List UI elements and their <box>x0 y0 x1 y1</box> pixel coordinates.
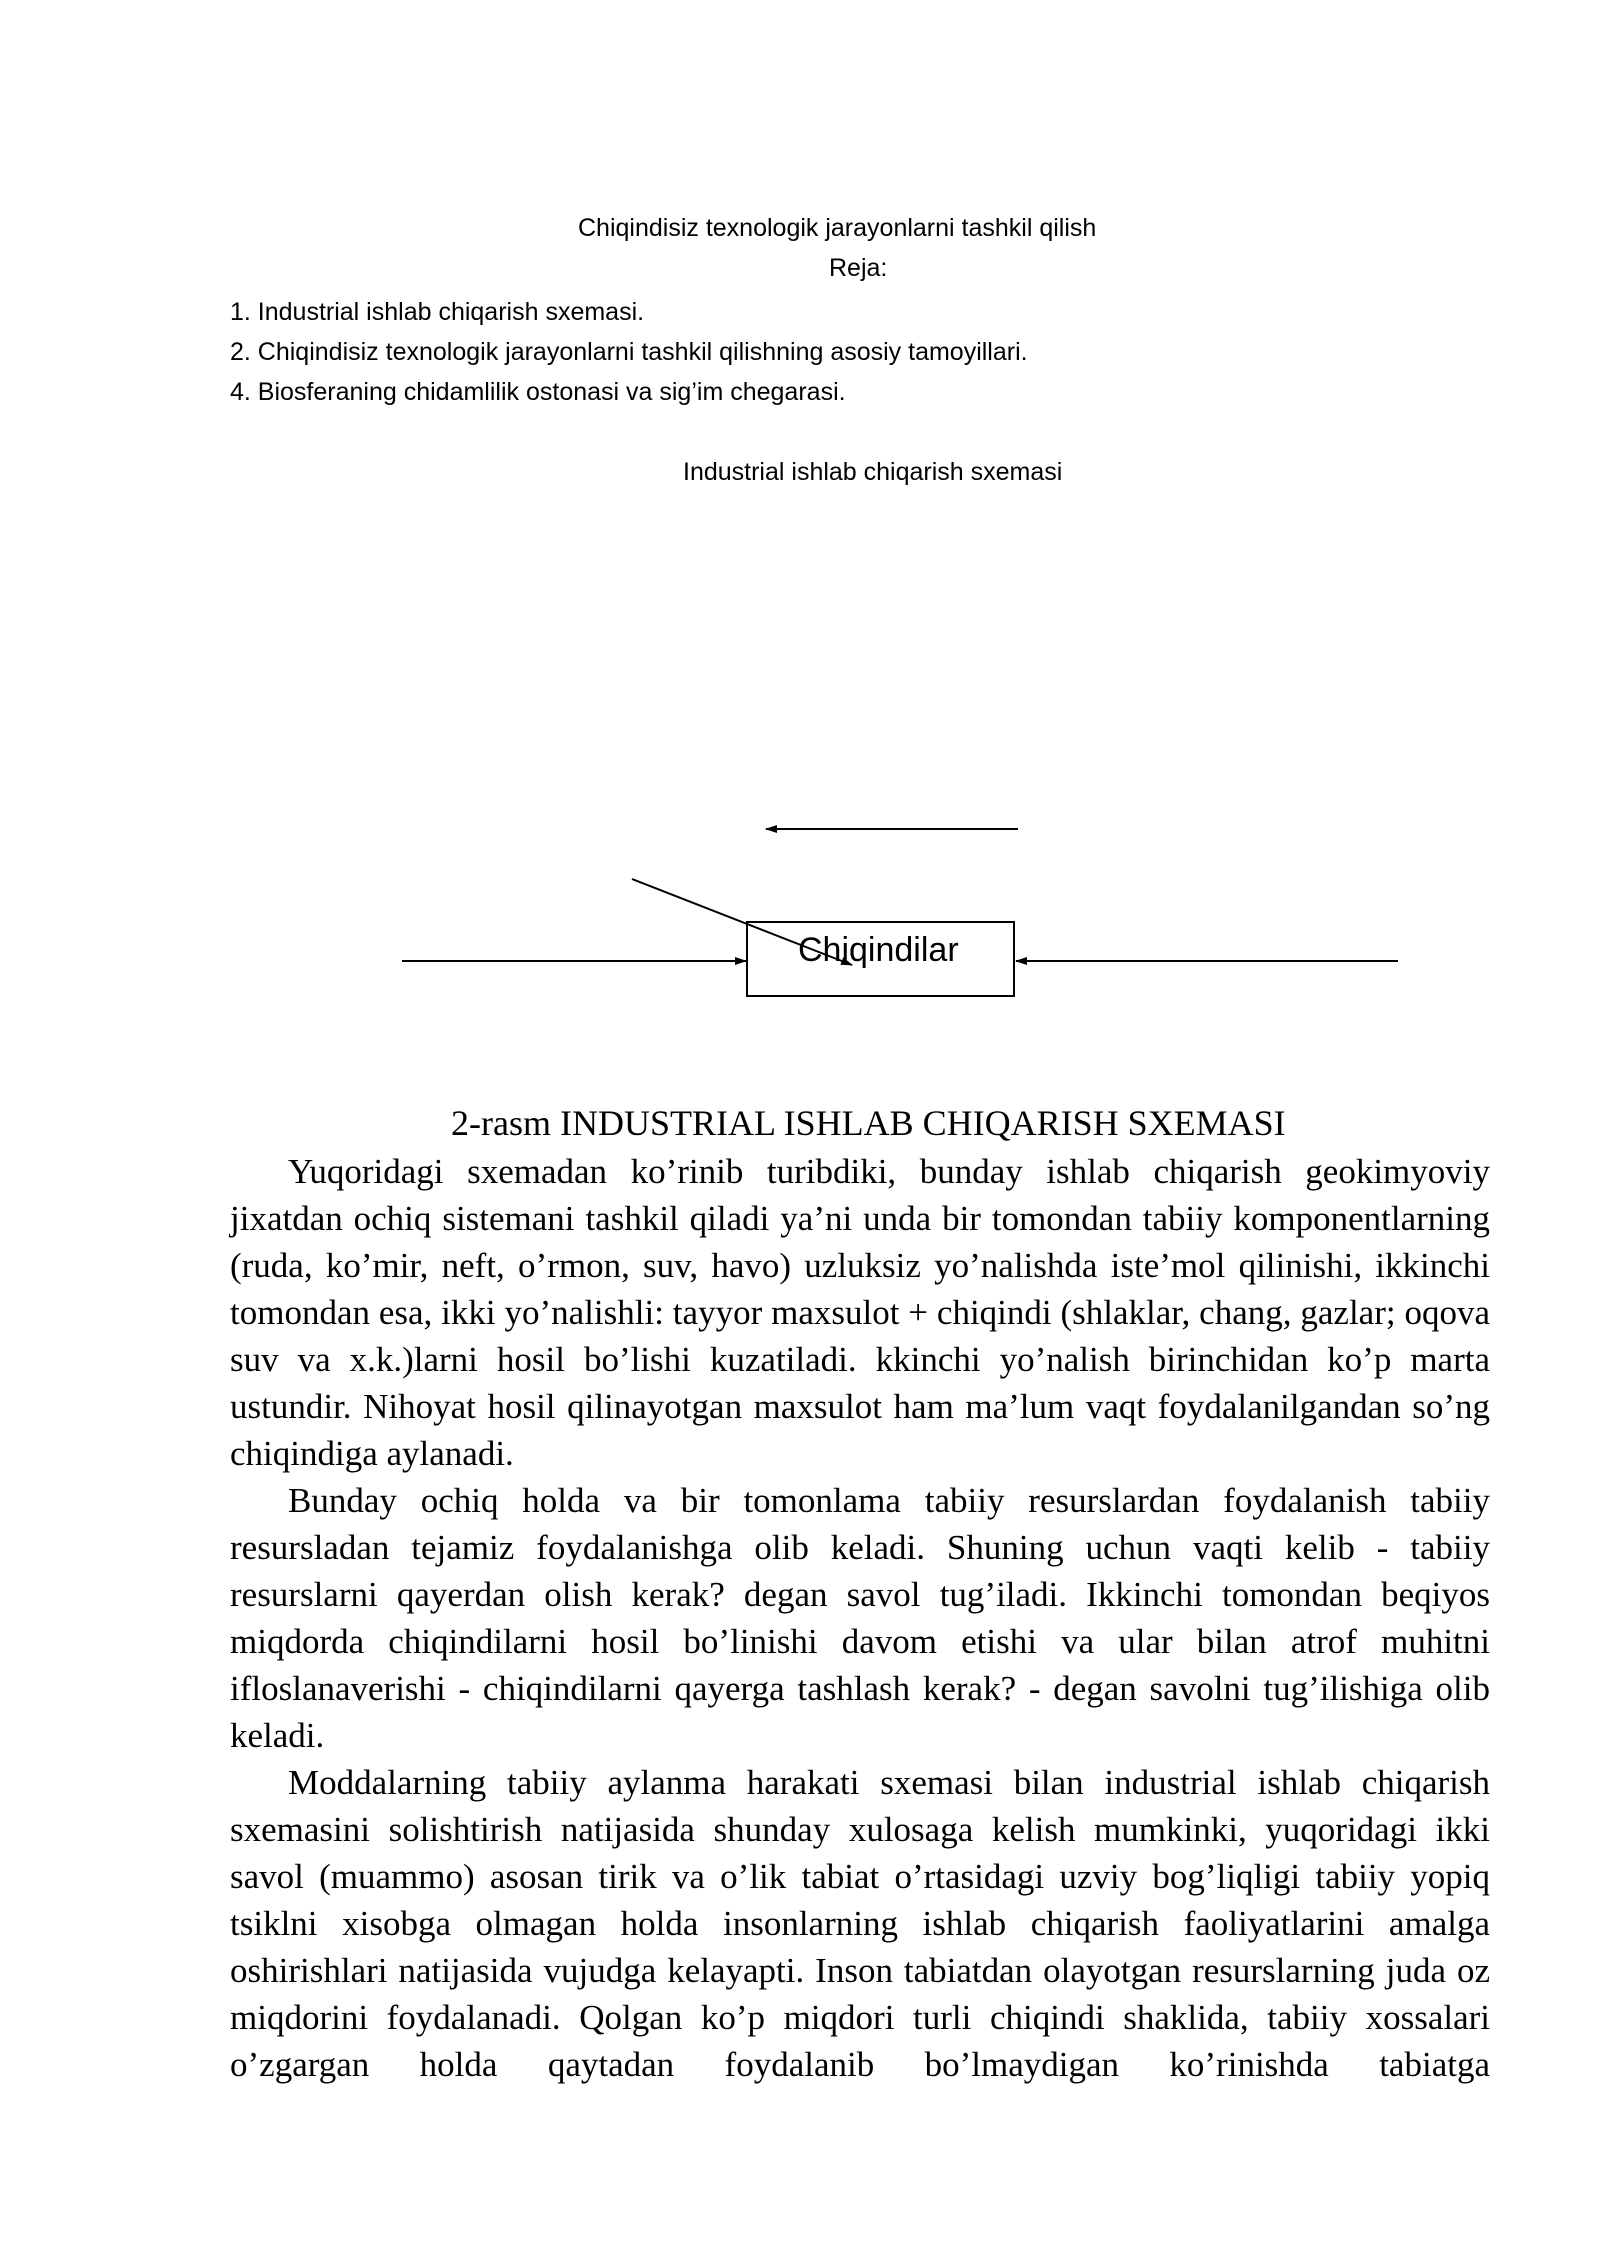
plan-heading: Reja: <box>829 254 888 282</box>
paragraph: Yuqoridagi sxemadan ko’rinib turibdiki, bunday ishlab chiqarish geokimyoviy jixatdan ochiq sistemani tashkil qiladi ya’ni unda bir tomondan tabiiy komponentlarning (ruda, ko’mir, neft, o’rmon, suv, havo) uzluksiz yo’nalishda iste’mol qilinishi, ikkinchi tomondan esa, ikki yo’nalishli: tayyor maxsulot + chiqindi (shlaklar, chang, gazlar; oqova suv va x.k.)larni hosil bo’lishi kuzatiladi. kkinchi yo’nalish birinchidan ko’p marta ustundir. Nihoyat hosil qilinayotgan maxsulot ham ma’lum vaqt foydalanilgandan so’ng chiqindiga aylanadi. <box>230 1152 1490 1473</box>
plan-item: 4. Biosferaning chidamlilik ostonasi va sig’im chegarasi. <box>230 378 846 406</box>
body-text <box>230 1148 1490 2088</box>
waste-box-label: Chiqindilar <box>798 931 959 969</box>
section-heading: Industrial ishlab chiqarish sxemasi <box>683 458 1063 486</box>
document-title: Chiqindisiz texnologik jarayonlarni tashkil qilish <box>578 214 1097 242</box>
paragraph: Bunday ochiq holda va bir tomonlama tabiiy resurslardan foydalanish tabiiy resursladan tejamiz foydalanishga olib keladi. Shuning uchun vaqti kelib - tabiiy resurslarni qayerdan olish kerak? degan savol tug’iladi. Ikkinchi tomondan beqiyos miqdorda chiqindilarni hosil bo’linishi davom etishi va ular bilan atrof muhitni ifloslanaverishi - chiqindilarni qayerga tashlash kerak? - degan savolni tug’ilishiga olib keladi. <box>230 1481 1490 1755</box>
plan-item: 2. Chiqindisiz texnologik jarayonlarni tashkil qilishning asosiy tamoyillari. <box>230 338 1028 366</box>
paragraph: Moddalarning tabiiy aylanma harakati sxemasi bilan industrial ishlab chiqarish sxemasini solishtirish natijasida shunday xulosaga kelish mumkinki, yuqoridagi ikki savol (muammo) asosan tirik va o’lik tabiat o’rtasidagi uzviy bog’liqligi tabiiy yopiq tsiklni xisobga olmagan holda insonlarning ishlab chiqarish faoliyatlarini amalga oshirishlari natijasida vujudga kelayapti. Inson tabiatdan olayotgan resurslarning juda oz miqdorini foydalanadi. Qolgan ko’p miqdori turli chiqindi shaklida, tabiiy xossalari o’zgargan holda qaytadan foydalanib bo’lmaydigan ko’rinishda tabiatga <box>230 1763 1490 2084</box>
plan-item: 1. Industrial ishlab chiqarish sxemasi. <box>230 298 645 326</box>
figure-caption: 2-rasm INDUSTRIAL ISHLAB CHIQARISH SXEMASI <box>451 1103 1286 1143</box>
